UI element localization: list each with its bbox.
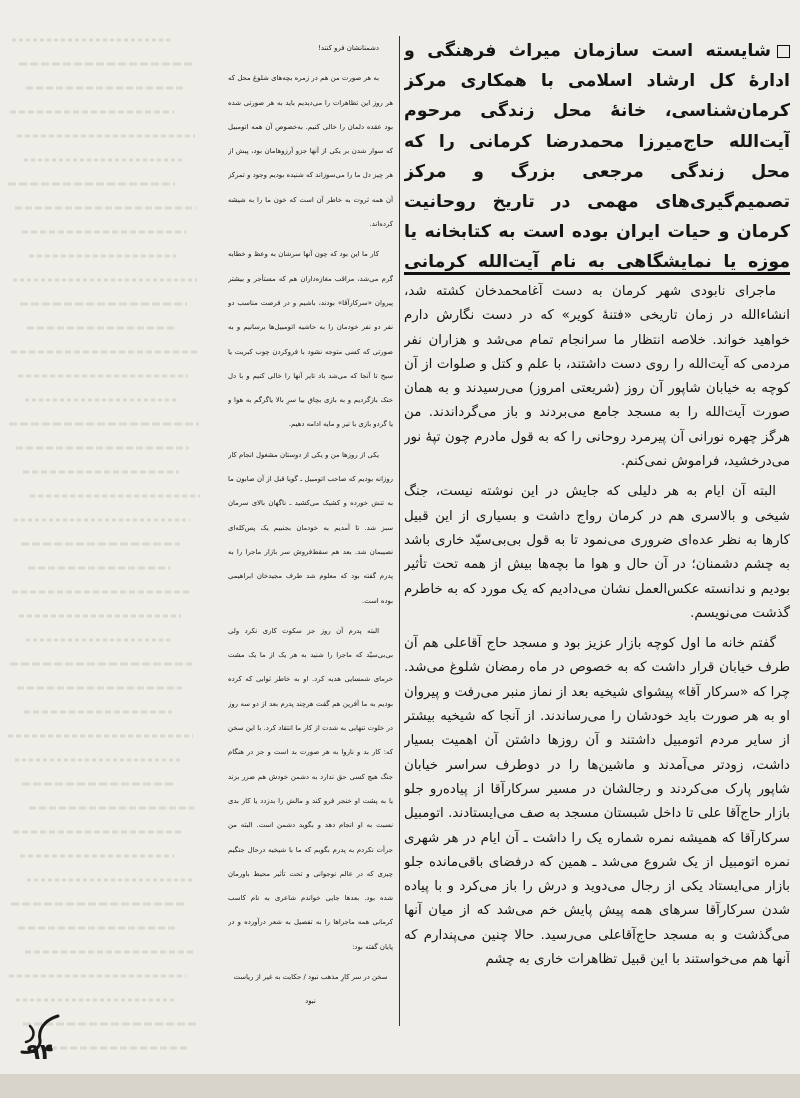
poem-verse: سخن در سر کارِ مذهب نبود / حکایت به غیر از ریاست نبود: [233, 972, 388, 1006]
square-bullet-icon: [777, 45, 790, 58]
paragraph: یکی از روزها من و یکی از دوستان مشغول انجام کار روزانه بودیم که صاحب اتومبیل ـ گویا قبل از آن صابون ما به تنش خورده و کشیک می‌کشید ـ ناگهان بالای سرمان سبز شد. تا آمدیم به خودمان بجنبیم یک پس‌کله‌ای نصیبمان شد. بعد هم سقط‌فروش سر بازار ماجرا را به پدرم گفته بود که معلوم شد طرف مجیدخان ابراهیمی بوده است.: [228, 450, 393, 605]
bleed-through-text: [0, 0, 228, 1098]
lead-divider: [404, 272, 790, 275]
column-divider: [399, 36, 400, 1026]
lead-highlight: [404, 36, 790, 272]
paragraph: کار ما این بود که چون آنها سرشان به وعظ و خطابه گرم می‌شد، مراقب مغازه‌داران هم که مستأجر و بیشتر پیروان «سرکارآقا» بودند، باشیم و در فرصت مناسب دو نفر دو نفر خودمان را به حاشیه اتومبیل‌ها برسانیم و به صورتی که کسی متوجه نشود با فروکردن چوب کبریت یا سیخ تا آنجا که می‌شد باد تایر آنها را خالی کنیم و با دل خنک بازگردیم و به بازی بچاق بیا سرِ بالا یاگرگم به هوا و یا گردو بازی با تیر و مایه ادامه دهیم.: [228, 250, 393, 429]
lead-text: شایسته است سازمان میراث فرهنگی و ادارهٔ کل ارشاد اسلامی با همکاری مرکز کرمان‌شناسی، خانهٔ محل زندگی مرحوم آیت‌الله حاج‌میرزا محمدرضا کرمانی را که محل زندگی مرجعی بزرگ و مرکز تصمیم‌گیری‌های مهمی در تاریخ روحانیت کرمان و حیات ایران بوده است به کتابخانه یا موزه یا نمایشگاهی به نام آیت‌الله کرمانی: [404, 41, 790, 272]
paragraph: [228, 1020, 393, 1026]
right-column: [404, 280, 790, 1026]
left-column: [228, 36, 393, 1026]
paragraph: گفتم خانه ما اول کوچه بازار عزیز بود و مسجد حاج آقاعلی هم آن طرف خیابان قرار داشت که به خصوص در ماه رمضان شلوغ می‌شد. چرا که «سرکار آقا» پیشوای شیخیه بعد از نماز منبر می‌رفت و پیروان او به هر صورت باید خودشان را می‌رساندند. از آنجا که شیخیه بیشتر از سایر مردم اتومبیل داشتند و آن روزها داشتن آن اهمیت بسیار داشت، زودتر می‌آمدند و ماشین‌ها را در دوطرف سراسر خیابان شاپور پارک می‌کردند و رجالشان در مسیر سرکارآقا از پیاده‌رو جلو بازار حاج‌آقا علی تا داخل شبستان مسجد به صف می‌ایستادند. اتومبیل سرکارآقا که همیشه نمره شماره یک را داشت ـ آن ایام در هر شهری نمره اتومبیل از یک شروع می‌شد ـ همین که درفضای باقی‌مانده جلو بازار می‌ایستاد یکی از رجال می‌دوید و درش را باز می‌کرد و با پیاده شدن سرکارآقا سرهای همه پیش پایش خم می‌شد که از میان آنها می‌گذشت و به مسجد حاج‌آقاعلی می‌رسید. حالا چنین می‌پندارم که آنها هم می‌خواستند با این قبیل تظاهرات خاری به چشم: [404, 636, 790, 968]
bottom-margin: [0, 1074, 800, 1098]
page-number: ۹۴: [26, 1040, 54, 1065]
paragraph: البته پدرم آن روز جز سکوت کاری نکرد ولی بی‌بی‌سیّد که ماجرا را شنید به هر یک از ما یک مشت خرمای شمسایی هدیه کرد. او به خاطر ثوابی که کرده بودیم به ما آفرین هم گفت هرچند پدرم بعد از دو سه روز در خلوت تنهایی به شدت از کار ما انتقاد کرد. با این سخن که: کار بد و ناروا به هر صورت بد است و جز در هنگام جنگ هیچ کسی حق ندارد به دشمن خودش هم ضرر بزند یا به پشت او خنجر فرو کند و مالش را بدزدد یا کار بدی نسبت به او انجام دهد و بگوید دشمن است. البته من جرأت نکردم به پدرم بگویم که ما با شیخیه درحال جنگیم چیزی که در عالم نوجوانی و تحت تأثیر محیط باورمان شده بود. بعدها جایی خواندم شاعری به نام کاسب کرمانی همه ماجراها را به تفصیل به شعر درآورده و در پایان گفته بود:: [228, 626, 393, 951]
paragraph: به هر صورت من هم در زمره بچه‌های شلوغ محل که هر روز این تظاهرات را می‌دیدیم باید به هر صورتی شده بود عقده دلمان را خالی کنیم. به‌خصوص آن همه اتومبیل که سوار شدن بر یکی از آنها جزو آرزوهامان بود، پیش از هر چیز دل ما را می‌سوزاند که شنیده بودیم وجود و تمرکز آن همه ثروت به خاطر آن است که خون ما را به شیشه کرده‌اند.: [228, 74, 393, 229]
paragraph: ماجرای نابودی شهر کرمان به دست آغامحمدخان کشته شد، انشاءالله در زمان تاریخی «فتنهٔ کویر» که در دست نگارش دارم خواهید خواند. خلاصه انتظار ما سرانجام تمام می‌شد و هزاران نفر مردمی که آیت‌الله را روی دست داشتند، با علم و کتل و صلوات از آن کوچه به خیابان شاپور آن روز (شریعتی امروز) می‌رسیدند و به همان صورت آیت‌الله را به مسجد جامع می‌بردند و باز می‌گرداندند. من هرگز چهره نورانی آن پیرمرد روحانی را که به قول مادرم چون تپهٔ نور می‌درخشید، فراموش نمی‌کنم.: [404, 284, 790, 470]
paragraph: دشمنانشان فرو کنند!: [318, 44, 379, 52]
paragraph: البته آن ایام به هر دلیلی که جایش در این نوشته نیست، جنگ شیخی و بالاسری هم در کرمان رواج داشت و بسیاری از این قبیل کارها به نظر عده‌ای ضروری می‌نمود تا به قول بی‌بی‌سیّد خاری باشد به چشم دشمنان؛ در آن حال و هوا ما بچه‌ها بیش از همه تحت تأثیر بودیم و ندانسته عکس‌العمل نشان می‌دادیم که یک مورد که به خاطرم گذشت می‌نویسم.: [404, 484, 790, 621]
